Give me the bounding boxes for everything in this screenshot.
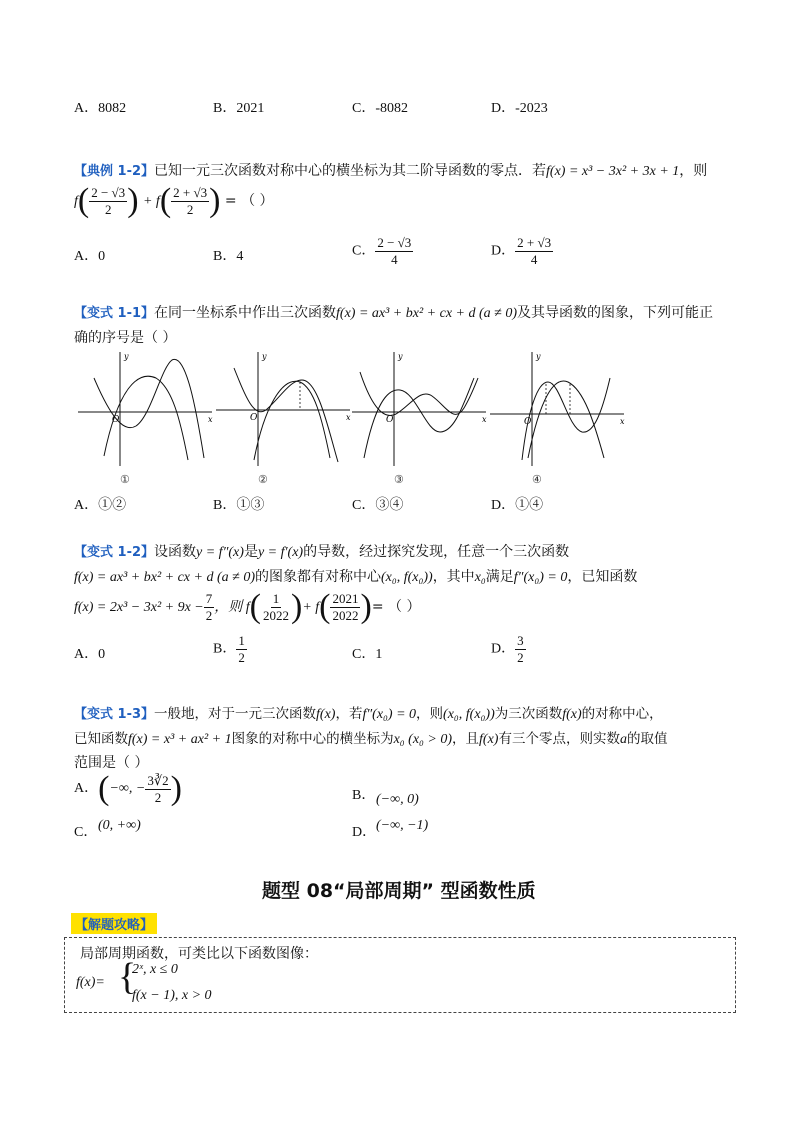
frac-num: 3∛2 [147, 772, 169, 788]
paren-close: ) [209, 182, 221, 219]
derivative-curve [254, 381, 330, 460]
frac-num: 1 [238, 633, 245, 648]
graph-1 [76, 348, 216, 468]
section-title: 题型 08“局部周期” 型函数性质 [262, 880, 536, 902]
var11-option-c: C．③④ [352, 498, 404, 513]
paren-open: ( [249, 588, 261, 625]
var11-option-b: B．①③ [213, 498, 265, 513]
var13-option-c-label: C． [74, 825, 98, 840]
fraction-1 [89, 185, 127, 218]
math: f(x) [316, 707, 336, 722]
variant-1-3-line1 [74, 702, 663, 723]
equals-blank: = （ ） [371, 599, 421, 615]
var11-option-a: A．①② [74, 498, 127, 513]
text: 的导数，经过探究发现，任意一个三次函数 [303, 544, 570, 560]
opt-label: B． [213, 641, 237, 657]
var13-option-b: (−∞, 0) [376, 792, 419, 807]
opt-label: A． [74, 781, 99, 797]
option-d: D．-2023 [491, 101, 548, 116]
brace: { [118, 956, 137, 998]
piecewise-case-2: f(x − 1), x > 0 [132, 988, 212, 1003]
text: ，已知函数 [567, 569, 638, 585]
graph-4 [488, 348, 628, 468]
origin-label: O [386, 415, 394, 425]
var13-option-a [74, 772, 182, 806]
frac-num: 2 − √3 [91, 184, 126, 200]
strategy-text: 局部周期函数，可类比以下函数图像： [80, 946, 318, 962]
frac-den: 2 [186, 201, 194, 217]
origin-label: O [112, 415, 120, 425]
derivative-curve [528, 381, 604, 458]
math: (x₀, f(x₀)) [443, 707, 495, 722]
opt-fraction [515, 633, 526, 666]
var12-option-b [213, 633, 247, 666]
paren-close: ) [360, 588, 372, 625]
math: x₀ [474, 570, 486, 585]
variant-tag: 【变式 1-2】 [74, 545, 155, 560]
example-1-2-line2 [74, 184, 274, 218]
math: ，则 f [214, 600, 250, 615]
caption-3: ③ [394, 473, 404, 486]
fraction [204, 591, 215, 624]
example-tag: 【典例 1-2】 [74, 164, 155, 179]
y-label: y [262, 352, 267, 361]
text: 图象的对称中心的横坐标为 [231, 731, 394, 747]
fraction [330, 591, 360, 624]
x-label: x [208, 415, 213, 424]
frac-num: 3 [517, 633, 524, 648]
text: ，则 [416, 706, 444, 722]
fraction-2 [171, 185, 209, 218]
frac-den: 4 [530, 252, 538, 267]
frac-num: 2 − √3 [377, 235, 412, 250]
paren-close: ) [170, 770, 182, 807]
paren-open: ( [98, 770, 110, 807]
opt-label: C． [352, 243, 376, 259]
var13-option-c: (0, +∞) [98, 818, 141, 833]
frac-den: 4 [391, 252, 398, 267]
opt-fraction [145, 773, 170, 806]
text: 有三个零点，则实数 [498, 731, 620, 747]
y-label: y [398, 352, 403, 361]
paren-open: ( [77, 182, 90, 219]
frac-den: 2 [517, 650, 524, 665]
text: ，若 [335, 706, 363, 722]
graph-3 [350, 348, 490, 468]
strategy-badge: 【解题攻略】 [71, 913, 157, 934]
text: 是 [243, 544, 258, 560]
fraction [261, 591, 291, 624]
ex12-option-c [352, 235, 413, 268]
math: f″(x₀) = 0 [513, 570, 568, 585]
text: 满足 [485, 569, 514, 585]
ex12-option-b: B．4 [213, 249, 244, 264]
math: f(x) = ax³ + bx² + cx + d (a ≠ 0) [74, 570, 255, 585]
option-b: B．2021 [213, 101, 265, 116]
x-label: x [346, 413, 351, 422]
var11-option-d: D．①④ [491, 498, 544, 513]
frac-den: 2022 [332, 607, 359, 623]
frac-num: 2 + √3 [517, 235, 552, 250]
math: a [619, 732, 627, 747]
graph-2 [214, 348, 354, 468]
variant-1-3-line3: 范围是（ ） [74, 755, 149, 771]
example-1-2-line1 [74, 160, 707, 180]
text: 已知函数 [74, 731, 128, 747]
math: (x₀, f(x₀)) [380, 570, 433, 585]
opt-label: D． [491, 243, 516, 259]
variant-1-2-line1 [74, 541, 569, 561]
x-label: x [482, 415, 487, 424]
opt-fraction [515, 235, 553, 268]
variant-1-2-line3 [74, 590, 420, 624]
variant-tag: 【变式 1-1】 [74, 306, 155, 321]
var12-option-d [491, 633, 526, 666]
math: y = f″(x) [196, 545, 244, 560]
paren-close: ) [127, 182, 139, 219]
paren-close: ) [290, 588, 303, 625]
math: f(x) = 2x³ − 3x² + 9x − [74, 600, 204, 615]
math: −∞, − [109, 781, 146, 797]
opt-label: D． [491, 641, 516, 657]
math: x₀ (x₀ > 0) [393, 732, 453, 747]
frac-den: 2022 [262, 607, 289, 623]
var12-option-a: A．0 [74, 647, 106, 662]
var12-option-c: C．1 [352, 647, 383, 662]
variant-1-1-line1 [74, 302, 713, 322]
math: f(x) = x³ + ax² + 1 [128, 732, 232, 747]
frac-den: 2 [154, 789, 162, 805]
math: y = f′(x) [257, 545, 304, 560]
paren-open: ( [319, 588, 331, 625]
var13-option-d: (−∞, −1) [376, 818, 429, 833]
plus-f: + f [142, 194, 160, 209]
func-f: f [74, 194, 78, 209]
variant-text: 及其导函数的图象，下列可能正 [517, 305, 713, 321]
text: 的取值 [626, 731, 668, 747]
variant-1-2-line2 [74, 566, 637, 586]
piecewise-case-1: 2ˣ, x ≤ 0 [132, 962, 178, 977]
cubic-curve [522, 378, 610, 460]
example-text: 已知一元三次函数对称中心的横坐标为其二阶导函数的零点．若 [154, 163, 547, 179]
text: 一般地，对于一元三次函数 [154, 706, 317, 722]
frac-den: 2 [104, 201, 112, 217]
caption-2: ② [258, 473, 268, 486]
variant-1-1-line2: 确的序号是（ ） [74, 330, 177, 346]
frac-den: 2 [238, 650, 245, 665]
option-c: C．-8082 [352, 101, 408, 116]
piecewise-lhs: f(x)= [76, 975, 105, 990]
example-then: ，则 [679, 163, 708, 179]
y-label: y [536, 352, 541, 361]
equals-blank: = （ ） [224, 193, 274, 209]
paren-open: ( [159, 182, 172, 219]
text: 的对称中心， [581, 706, 663, 722]
math: + f [302, 600, 320, 615]
cubic-curve [94, 359, 204, 458]
caption-4: ④ [532, 473, 542, 486]
variant-1-3-line2 [74, 727, 667, 748]
math: f(x) [479, 732, 499, 747]
text: ，且 [452, 731, 480, 747]
math: f(x) [562, 707, 582, 722]
derivative-curve [364, 378, 474, 458]
example-func: f(x) = x³ − 3x² + 3x + 1 [546, 164, 680, 179]
frac-den: 2 [205, 607, 213, 623]
frac-num: 1 [272, 590, 280, 606]
math: f″(x₀) = 0 [362, 707, 417, 722]
text: 为三次函数 [494, 706, 563, 722]
text: 的图象都有对称中心 [254, 569, 381, 585]
x-label: x [620, 417, 625, 426]
variant-func: f(x) = ax³ + bx² + cx + d (a ≠ 0) [336, 306, 517, 321]
opt-fraction [375, 235, 413, 268]
variant-tag: 【变式 1-3】 [74, 707, 155, 722]
y-label: y [124, 352, 129, 361]
opt-fraction [236, 633, 247, 666]
text: ，其中 [432, 569, 475, 585]
text: 设函数 [154, 544, 197, 560]
caption-1: ① [120, 473, 130, 486]
frac-num: 2 + √3 [173, 184, 208, 200]
variant-text: 在同一坐标系中作出三次函数 [154, 305, 337, 321]
frac-num: 7 [205, 590, 213, 606]
ex12-option-d [491, 235, 553, 268]
option-a: A．8082 [74, 101, 127, 116]
var13-option-b-label: B． [352, 788, 376, 803]
ex12-option-a: A．0 [74, 249, 106, 264]
frac-num: 2021 [332, 590, 359, 606]
var13-option-d-label: D． [352, 825, 377, 840]
origin-label: O [250, 413, 258, 423]
origin-label: O [524, 417, 532, 427]
